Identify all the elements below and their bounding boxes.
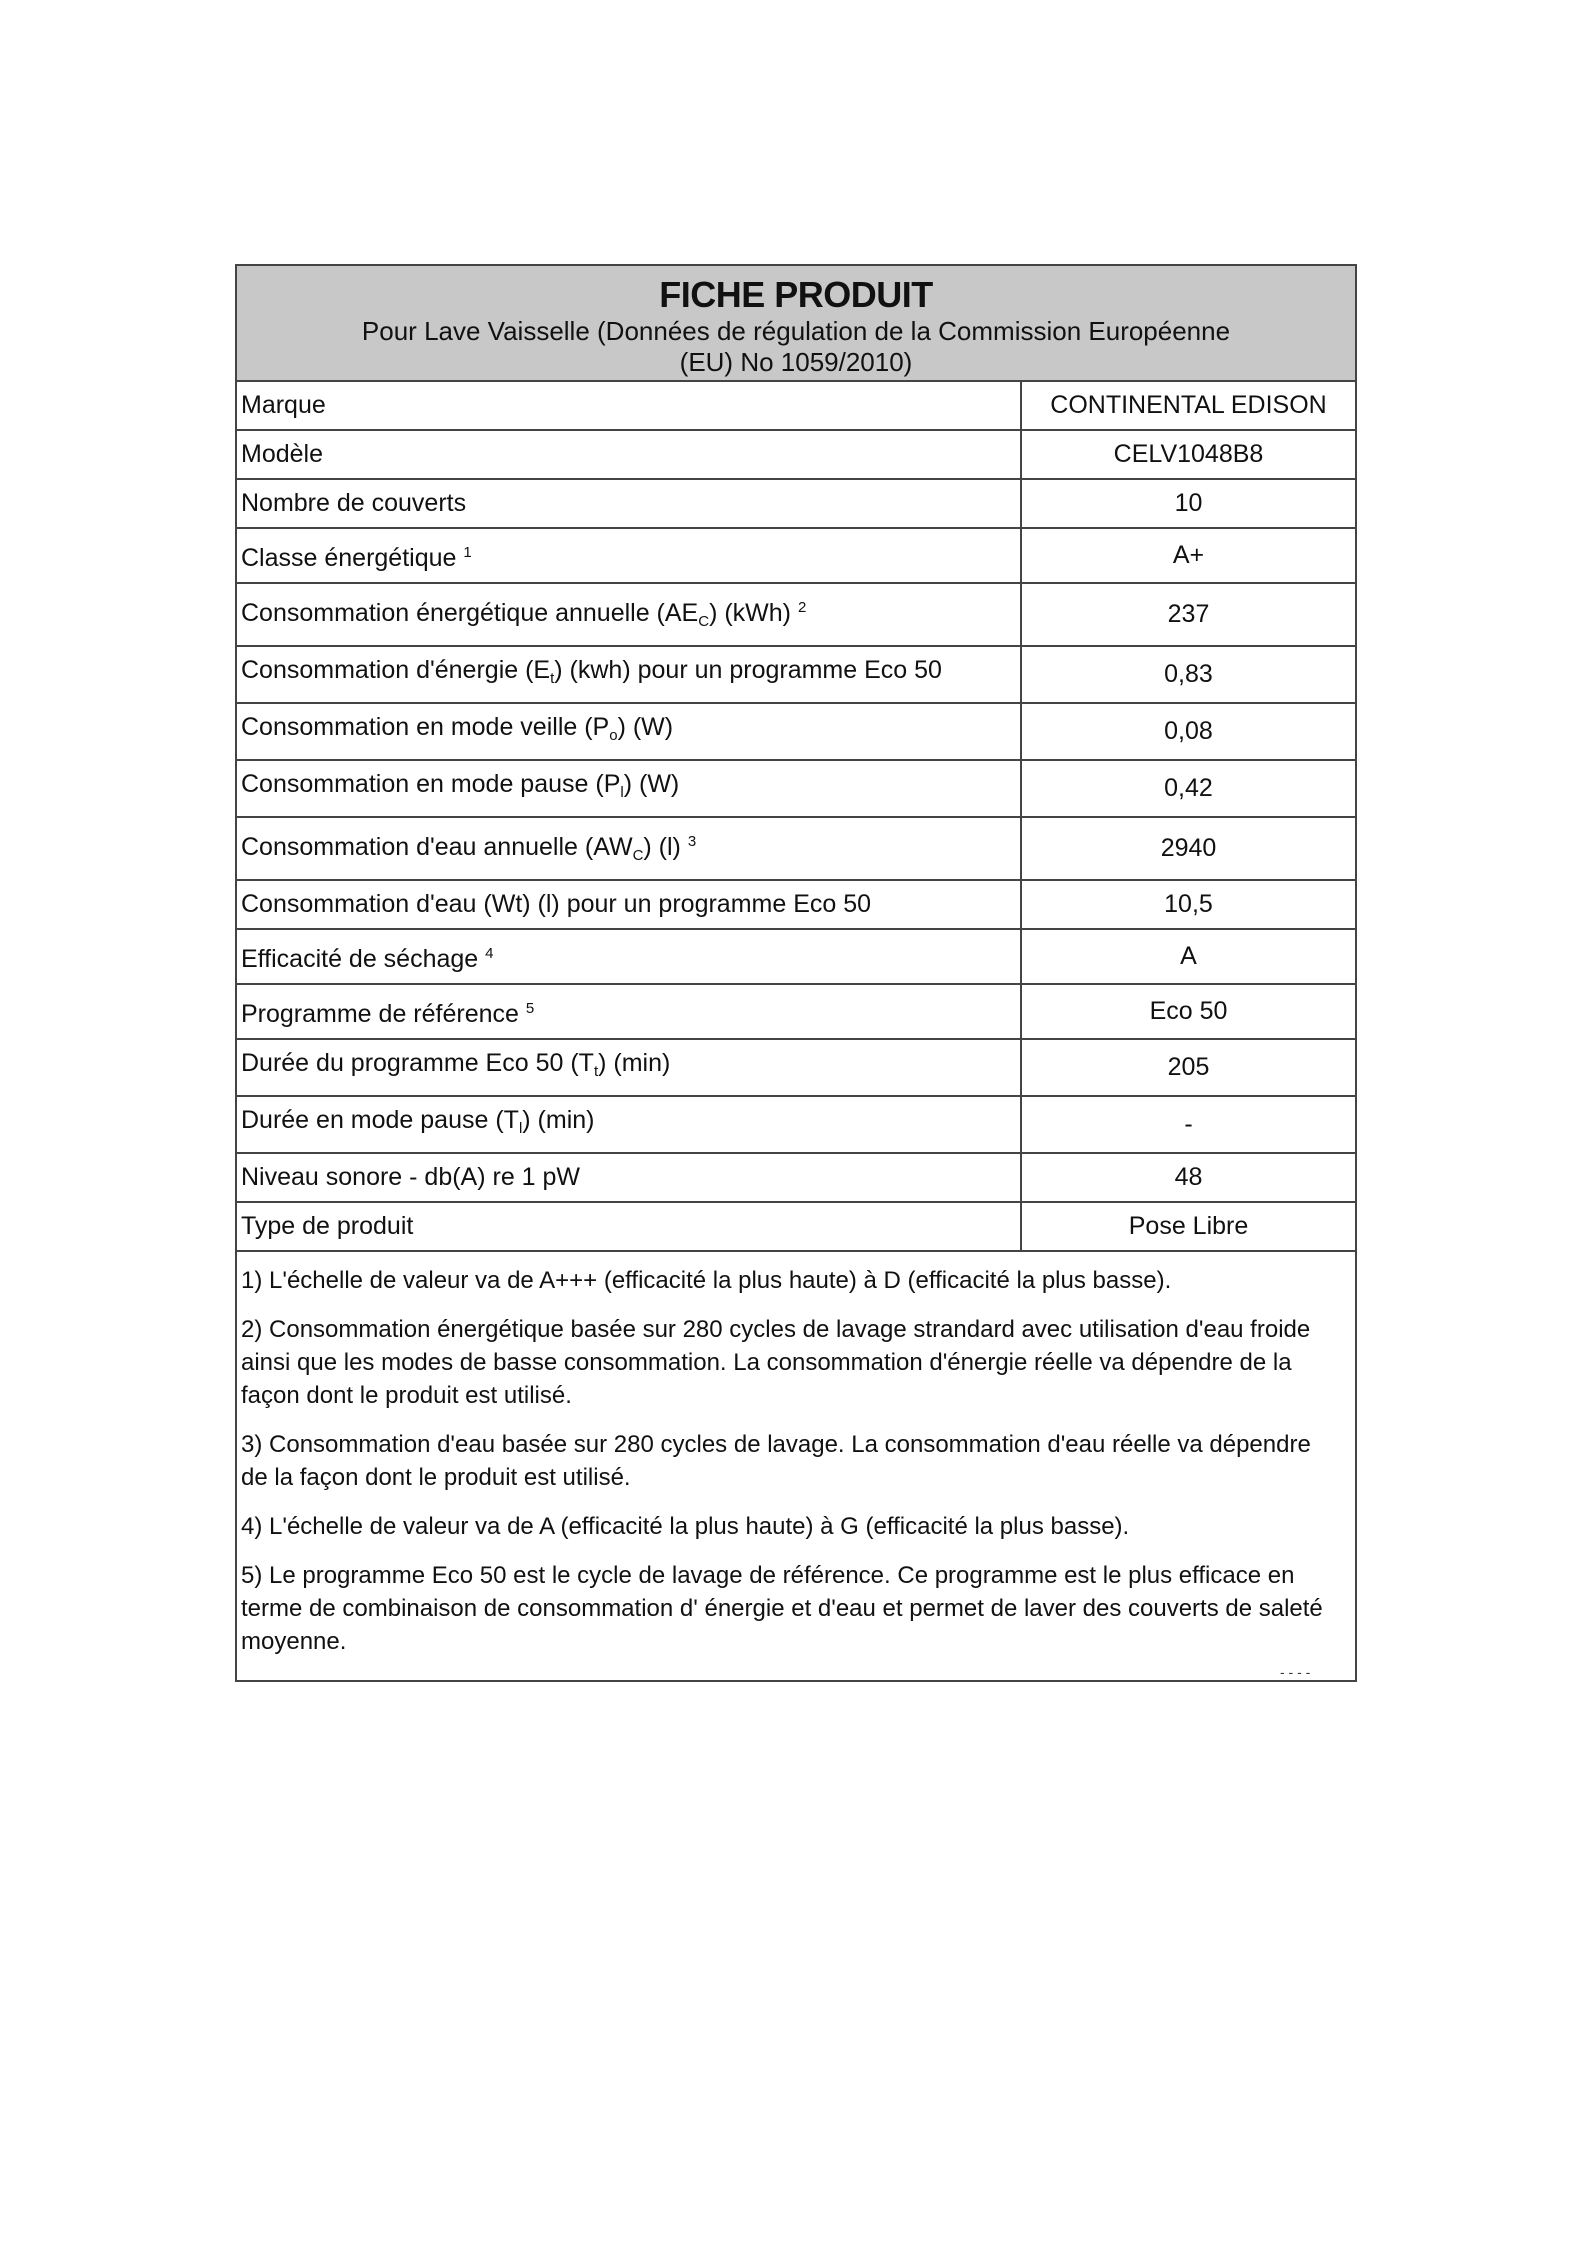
spec-table-body [237, 382, 1355, 1251]
table-row [237, 528, 1355, 583]
row-label [237, 479, 1021, 528]
row-label-text: Classe énergétique [241, 544, 457, 572]
table-row [237, 479, 1355, 528]
row-value: 205 [1021, 1039, 1355, 1096]
footnotes [237, 1252, 1355, 1680]
subtitle-line-2: (EU) No 1059/2010) [679, 347, 913, 377]
footnote: 2) Consommation énergétique basée sur 280 cycles de lavage strandard avec utilisation d'eau froide ainsi que les modes de basse consommation. La consommation d'énergie réelle va dépendre de la façon dont le produit est utilisé. [241, 1316, 1311, 1409]
row-label [237, 382, 1021, 430]
row-label-text: Programme de référence [241, 1000, 519, 1028]
row-label [237, 929, 1021, 984]
footnote: 3) Consommation d'eau basée sur 280 cycles de lavage. La consommation d'eau réelle va dépendre de la façon dont le produit est utilisé. [241, 1431, 1311, 1491]
table-row [237, 984, 1355, 1039]
footnote-ref: 3 [687, 833, 697, 850]
product-fiche [235, 264, 1357, 1682]
table-row [237, 929, 1355, 984]
row-label-text-end: ) (W) [623, 770, 680, 798]
row-label-text: Modèle [241, 440, 323, 468]
row-label [237, 1039, 1021, 1096]
row-label-text: Durée du programme Eco 50 (T [241, 1049, 594, 1077]
row-label [237, 583, 1021, 646]
table-row [237, 1039, 1355, 1096]
row-label-text: Consommation d'énergie (E [241, 656, 551, 684]
table-row [237, 382, 1355, 430]
row-label-text: Type de produit [241, 1212, 414, 1240]
table-row [237, 1202, 1355, 1251]
row-value: CELV1048B8 [1021, 430, 1355, 479]
row-value: A [1021, 929, 1355, 984]
row-label [237, 984, 1021, 1039]
row-label-text-end: ) (kWh) [709, 599, 791, 627]
row-label-text: Nombre de couverts [241, 489, 467, 517]
fiche-header [237, 266, 1355, 382]
table-row [237, 703, 1355, 760]
page-title: FICHE PRODUIT [659, 274, 933, 315]
row-value: 237 [1021, 583, 1355, 646]
row-value: Eco 50 [1021, 984, 1355, 1039]
row-label [237, 760, 1021, 817]
row-value: 0,83 [1021, 646, 1355, 703]
row-label-text-end: ) (min) [522, 1106, 595, 1134]
table-row [237, 1153, 1355, 1202]
row-label [237, 703, 1021, 760]
spec-table [237, 382, 1355, 1252]
row-label-text-end: ) (min) [598, 1049, 671, 1077]
table-row [237, 760, 1355, 817]
footnote: 4) L'échelle de valeur va de A (efficacité la plus haute) à G (efficacité la plus basse). [241, 1513, 1130, 1540]
label-subscript: C [698, 613, 710, 630]
label-subscript: l [620, 784, 624, 801]
footnote: 5) Le programme Eco 50 est le cycle de lavage de référence. Ce programme est le plus efficace en terme de combinaison de consommation d' énergie et d'eau et permet de laver des couverts de saleté moyenne. [241, 1562, 1323, 1655]
table-row [237, 880, 1355, 929]
row-label-text-end: ) (l) [643, 833, 681, 861]
page-mark: - - - - [1280, 1664, 1311, 1680]
footnote-ref: 1 [463, 544, 472, 561]
label-subscript: t [593, 1063, 599, 1080]
subtitle-line-1: Pour Lave Vaisselle (Données de régulation de la Commission Européenne [361, 316, 1231, 346]
row-value: 0,08 [1021, 703, 1355, 760]
row-value: A+ [1021, 528, 1355, 583]
row-label [237, 1202, 1021, 1251]
table-row [237, 817, 1355, 880]
row-label-text: Durée en mode pause (T [241, 1106, 519, 1134]
row-label-text: Consommation en mode pause (P [241, 770, 621, 798]
row-label-text-end: ) (kwh) pour un programme Eco 50 [554, 656, 942, 684]
row-value: 2940 [1021, 817, 1355, 880]
row-label-text-end: ) (W) [617, 713, 674, 741]
row-label-text: Consommation d'eau (Wt) (l) pour un programme Eco 50 [241, 890, 872, 918]
row-label-text: Niveau sonore - db(A) re 1 pW [241, 1163, 581, 1191]
row-label [237, 646, 1021, 703]
row-label-text: Efficacité de séchage [241, 945, 479, 973]
footnote-ref: 2 [797, 599, 807, 616]
table-row [237, 646, 1355, 703]
row-value: 48 [1021, 1153, 1355, 1202]
table-row [237, 583, 1355, 646]
row-label [237, 430, 1021, 479]
row-value: 0,42 [1021, 760, 1355, 817]
table-row [237, 430, 1355, 479]
row-value: - [1021, 1096, 1355, 1153]
footnote-ref: 4 [485, 945, 494, 962]
row-label-text: Marque [241, 391, 326, 419]
row-label [237, 528, 1021, 583]
row-value: CONTINENTAL EDISON [1021, 382, 1355, 430]
row-label-text: Consommation d'eau annuelle (AW [241, 833, 633, 861]
row-value: 10 [1021, 479, 1355, 528]
label-subscript: o [609, 727, 618, 744]
row-label-text: Consommation énergétique annuelle (AE [241, 599, 699, 627]
row-label [237, 1153, 1021, 1202]
label-subscript: t [550, 670, 555, 687]
footnote-ref: 5 [525, 1000, 535, 1017]
row-value: 10,5 [1021, 880, 1355, 929]
label-subscript: l [518, 1120, 523, 1137]
row-label-text: Consommation en mode veille (P [241, 713, 610, 741]
row-label [237, 1096, 1021, 1153]
row-label [237, 880, 1021, 929]
label-subscript: C [632, 847, 644, 864]
row-value: Pose Libre [1021, 1202, 1355, 1251]
row-label [237, 817, 1021, 880]
footnote: 1) L'échelle de valeur va de A+++ (efficacité la plus haute) à D (efficacité la plus basse). [241, 1267, 1172, 1294]
table-row [237, 1096, 1355, 1153]
